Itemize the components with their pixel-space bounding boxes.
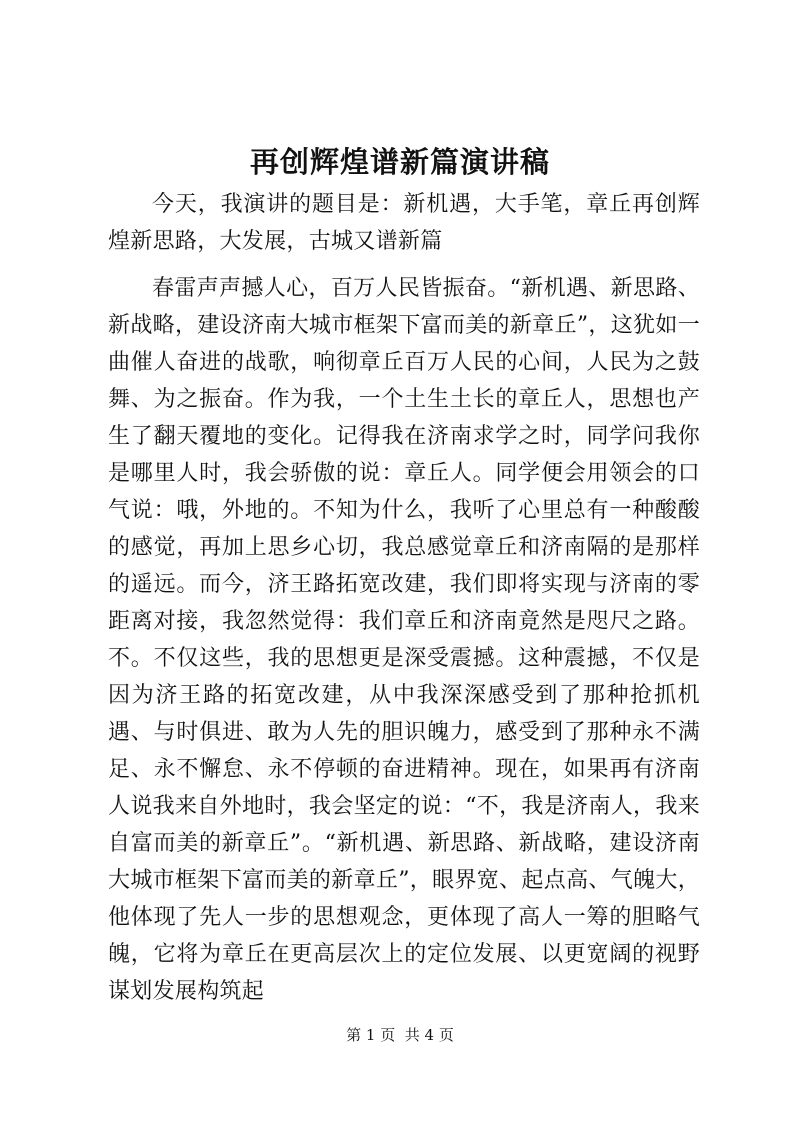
page-footer: 第 1 页 共 4 页 [346,1026,454,1044]
document-title: 再创辉煌谱新篇演讲稿 [249,145,550,179]
paragraph-1: 今天，我演讲的题目是：新机遇，大手笔，章丘再创辉煌新思路，大发展，古城又谱新篇 [108,192,700,254]
paragraph-2: 春雷声声撼人心，百万人民皆振奋。“新机遇、新思路、新战略，建设济南大城市框架下富而美的新章丘”，这犹如一曲催人奋进的战歌，响彻章丘百万人民的心间，人民为之鼓舞、为之振奋。作为我，一个土生土长的章丘人，思想也产生了翻天覆地的变化。记得我在济南求学之时，同学问我你是哪里人时，我会骄傲的说：章丘人。同学便会用领会的口气说：哦，外地的。不知为什么，我听了心里总有一种酸酸的感觉，再加上思乡心切，我总感觉章丘和济南隔的是那样的遥远。而今，济王路拓宽改建，我们即将实现与济南的零距离对接，我忽然觉得：我们章丘和济南竟然是咫尺之路。不。不仅这些，我的思想更是深受震撼。这种震撼，不仅是因为济王路的拓宽改建，从中我深深感受到了那种抢抓机遇、与时俱进、敢为人先的胆识魄力，感受到了那种永不满足、永不懈怠、永不停顿的奋进精神。现在，如果再有济南人说我来自外地时，我会坚定的说：“不，我是济南人，我来自富而美的新章丘”。“新机遇、新思路、新战略，建设济南大城市框架下富而美的新章丘”，眼界宽、起点高、气魄大，他体现了先人一步的思想观念，更体现了高人一筹的胆略气魄，它将为章丘在更高层次上的定位发展、以更宽阔的视野谋划发展构筑起 [108,276,700,1004]
document-body [108,186,700,1010]
